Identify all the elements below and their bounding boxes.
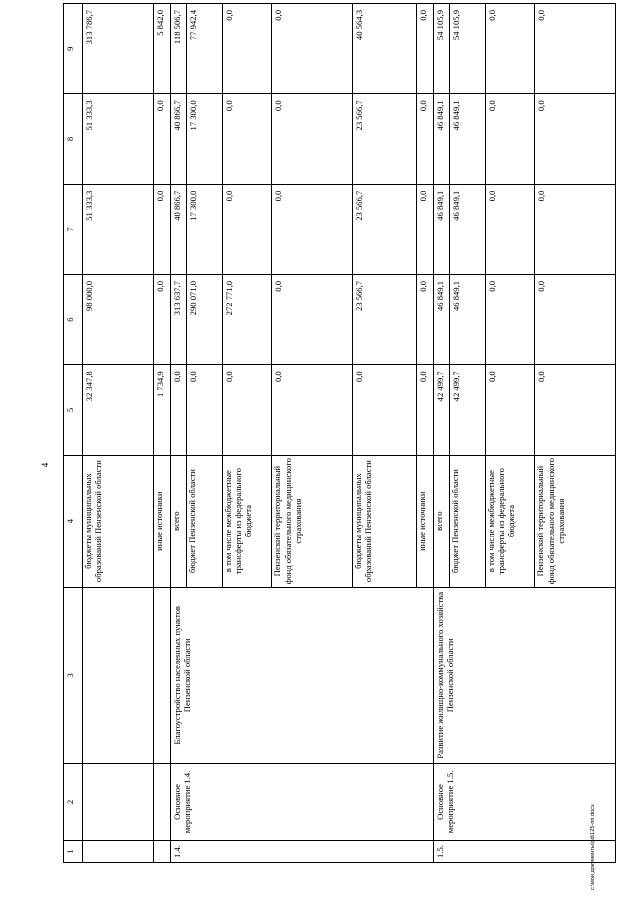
event-name: Благоустройство населенных пунктов Пензенской области xyxy=(170,587,433,763)
column-header: 2 xyxy=(64,763,83,840)
empty-cell xyxy=(154,763,171,840)
funding-source: бюджет Пензенской области xyxy=(450,455,486,587)
value-cell: 0,0 xyxy=(170,365,187,455)
value-cell: 0,0 xyxy=(535,274,616,364)
value-cell: 0,0 xyxy=(154,274,171,364)
column-header: 3 xyxy=(64,587,83,763)
value-cell: 0,0 xyxy=(416,184,433,274)
value-cell: 46 849,1 xyxy=(450,94,486,184)
value-cell: 0,0 xyxy=(187,365,223,455)
value-cell: 40 866,7 xyxy=(170,184,187,274)
value-cell: 32 347,8 xyxy=(82,365,153,455)
header-row xyxy=(64,4,83,863)
funding-source: всего xyxy=(170,455,187,587)
table-row xyxy=(154,4,171,863)
value-cell: 46 849,1 xyxy=(450,274,486,364)
column-header: 9 xyxy=(64,4,83,94)
value-cell: 0,0 xyxy=(485,94,535,184)
value-cell: 5 842,0 xyxy=(154,4,171,94)
value-cell: 290 071,0 xyxy=(187,274,223,364)
value-cell: 0,0 xyxy=(154,94,171,184)
value-cell: 0,0 xyxy=(485,274,535,364)
event-number: 1.4. xyxy=(170,840,433,862)
value-cell: 0,0 xyxy=(535,365,616,455)
rotated-table-container xyxy=(63,3,616,863)
value-cell: 0,0 xyxy=(535,94,616,184)
value-cell: 0,0 xyxy=(535,4,616,94)
value-cell: 0,0 xyxy=(416,365,433,455)
funding-source: в том числе межбюджетные трансферты из федерального бюджета xyxy=(222,455,272,587)
value-cell: 0,0 xyxy=(222,4,272,94)
value-cell: 118 506,7 xyxy=(170,4,187,94)
value-cell: 313 637,7 xyxy=(170,274,187,364)
value-cell: 0,0 xyxy=(485,184,535,274)
value-cell: 42 499,7 xyxy=(450,365,486,455)
funding-source: бюджеты муниципальных образований Пензенской области xyxy=(82,455,153,587)
value-cell: 0,0 xyxy=(222,365,272,455)
empty-cell xyxy=(82,763,153,840)
value-cell: 0,0 xyxy=(416,274,433,364)
empty-cell xyxy=(154,840,171,862)
value-cell: 0,0 xyxy=(272,94,353,184)
value-cell: 0,0 xyxy=(416,4,433,94)
table-row xyxy=(433,4,450,863)
table-row xyxy=(82,4,153,863)
value-cell: 0,0 xyxy=(272,274,353,364)
column-header: 4 xyxy=(64,455,83,587)
column-header: 6 xyxy=(64,274,83,364)
funding-source: иные источники xyxy=(154,455,171,587)
column-header: 5 xyxy=(64,365,83,455)
value-cell: 46 849,1 xyxy=(450,184,486,274)
value-cell: 54 105,9 xyxy=(450,4,486,94)
value-cell: 54 105,9 xyxy=(433,4,450,94)
empty-cell xyxy=(82,587,153,763)
empty-cell xyxy=(82,840,153,862)
value-cell: 313 786,7 xyxy=(82,4,153,94)
value-cell: 23 566,7 xyxy=(352,94,416,184)
event-name: Развитие жилищно-коммунального хозяйства Пензенской области xyxy=(433,587,615,763)
value-cell: 0,0 xyxy=(222,94,272,184)
value-cell: 98 000,0 xyxy=(82,274,153,364)
value-cell: 0,0 xyxy=(352,365,416,455)
event-number: 1.5. xyxy=(433,840,615,862)
value-cell: 0,0 xyxy=(416,94,433,184)
value-cell: 23 566,7 xyxy=(352,274,416,364)
column-header: 1 xyxy=(64,840,83,862)
value-cell: 0,0 xyxy=(272,4,353,94)
column-header: 8 xyxy=(64,94,83,184)
value-cell: 42 499,7 xyxy=(433,365,450,455)
table-row xyxy=(170,4,187,863)
value-cell: 272 771,0 xyxy=(222,274,272,364)
value-cell: 0,0 xyxy=(485,365,535,455)
value-cell: 0,0 xyxy=(154,184,171,274)
value-cell: 77 942,4 xyxy=(187,4,223,94)
budget-table xyxy=(63,3,616,863)
page-number: 4 xyxy=(40,462,50,468)
funding-source: бюджеты муниципальных образований Пензенской области xyxy=(352,455,416,587)
value-cell: 46 849,1 xyxy=(433,94,450,184)
file-path-footer: c:\мои документы\pd\125-пп.docx xyxy=(590,804,596,890)
value-cell: 23 566,7 xyxy=(352,184,416,274)
value-cell: 46 849,1 xyxy=(433,274,450,364)
value-cell: 0,0 xyxy=(272,184,353,274)
value-cell: 0,0 xyxy=(535,184,616,274)
value-cell: 0,0 xyxy=(222,184,272,274)
funding-source: иные источники xyxy=(416,455,433,587)
empty-cell xyxy=(154,587,171,763)
funding-source: Пензенский территориальный фонд обязательного медицинского страхования xyxy=(272,455,353,587)
value-cell: 17 300,0 xyxy=(187,184,223,274)
value-cell: 40 866,7 xyxy=(170,94,187,184)
funding-source: Пензенский территориальный фонд обязательного медицинского страхования xyxy=(535,455,616,587)
value-cell: 40 564,3 xyxy=(352,4,416,94)
column-header: 7 xyxy=(64,184,83,274)
value-cell: 46 849,1 xyxy=(433,184,450,274)
funding-source: в том числе межбюджетные трансферты из федерального бюджета xyxy=(485,455,535,587)
event-label: Основное мероприятие 1.5. xyxy=(433,763,615,840)
value-cell: 0,0 xyxy=(485,4,535,94)
value-cell: 17 300,0 xyxy=(187,94,223,184)
funding-source: всего xyxy=(433,455,450,587)
event-label: Основное мероприятие 1.4. xyxy=(170,763,433,840)
value-cell: 51 333,3 xyxy=(82,184,153,274)
value-cell: 1 734,9 xyxy=(154,365,171,455)
funding-source: бюджет Пензенской области xyxy=(187,455,223,587)
value-cell: 0,0 xyxy=(272,365,353,455)
value-cell: 51 333,3 xyxy=(82,94,153,184)
